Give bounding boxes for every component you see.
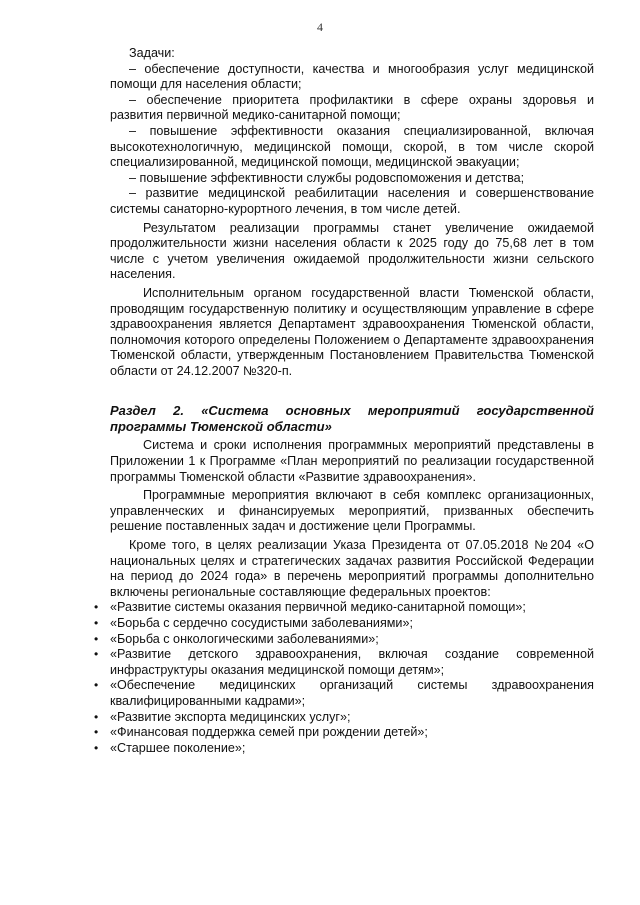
- list-item: [96, 616, 594, 632]
- federal-projects-list: [94, 600, 594, 756]
- bullet-icon: •: [94, 616, 99, 630]
- task-item: – обеспечение приоритета профилактики в сфере охраны здоровья и развития первичной медико-санитарной помощи;: [110, 92, 594, 123]
- section-paragraph: Система и сроки исполнения программных мероприятий представлены в Приложении 1 к Программе «План мероприятий по реализации государственной программы Тюменской области «Развитие здравоохранения».: [110, 438, 594, 484]
- page-number: 4: [317, 20, 323, 34]
- project-name: «Развитие системы оказания первичной медико-санитарной помощи»;: [110, 600, 526, 615]
- list-item: [96, 741, 594, 757]
- bullet-icon: •: [94, 725, 99, 740]
- bullet-icon: •: [94, 600, 99, 615]
- result-paragraph: Результатом реализации программы станет увеличение ожидаемой продолжительности жизни населения области к 2025 году до 75,68 лет в том числе с учетом увеличения ожидаемой продолжительности жизни сельского населения.: [110, 220, 594, 282]
- list-item: [96, 710, 594, 726]
- bullet-icon: •: [94, 740, 99, 755]
- task-item: – развитие медицинской реабилитации населения и совершенствование системы санаторно-курортного лечения, в том числе детей.: [110, 186, 594, 216]
- bullet-icon: •: [94, 678, 99, 693]
- project-name: «Борьба с сердечно сосудистыми заболеваниями»;: [110, 616, 413, 630]
- list-item: [96, 725, 594, 741]
- task-item: – обеспечение доступности, качества и многообразия услуг медицинской помощи для населения области;: [110, 61, 594, 92]
- project-name: «Старшее поколение»;: [110, 740, 246, 755]
- tasks-heading: Задачи:: [129, 46, 175, 60]
- list-item: [96, 678, 594, 709]
- task-item: – повышение эффективности оказания специализированной, включая высокотехнологичную, медицинской помощи, скорой, в том числе скорой специализированной, медицинской помощи, медицинской эвакуации;: [110, 123, 594, 170]
- project-name: «Развитие детского здравоохранения, включая создание современной инфраструктуры оказания медицинской помощи детям»;: [110, 647, 594, 677]
- list-item: [96, 632, 594, 648]
- section-paragraph: Программные мероприятия включают в себя комплекс организационных, управленческих и финансируемых мероприятий, призванных обеспечить решение поставленных задач и достижение цели Программы.: [110, 488, 594, 534]
- project-name: «Обеспечение медицинских организаций системы здравоохранения квалифицированными кадрами»;: [110, 678, 594, 708]
- page-content: [94, 46, 594, 756]
- section-2-heading: Раздел 2. «Система основных мероприятий государственной программы Тюменской области»: [110, 403, 594, 435]
- bullet-icon: •: [94, 647, 99, 662]
- executor-paragraph: Исполнительным органом государственной власти Тюменской области, проводящим государственную политику и осуществляющим управление в сфере здравоохранения является Департамент здравоохранения Тюменской области, полномочия которого определены Положением о Департаменте здравоохранения Тюменской области, утвержденным Постановлением Правительства Тюменской области от 24.12.2007 №320-п.: [110, 285, 594, 378]
- project-name: «Развитие экспорта медицинских услуг»;: [110, 709, 351, 724]
- project-name: «Финансовая поддержка семей при рождении детей»;: [110, 725, 428, 740]
- project-name: «Борьба с онкологическими заболеваниями»;: [110, 631, 379, 646]
- list-item: [96, 647, 594, 678]
- list-item: [96, 600, 594, 616]
- bullet-icon: •: [94, 709, 99, 724]
- task-item: – повышение эффективности службы родовспоможения и детства;: [129, 170, 525, 185]
- section-paragraph: Кроме того, в целях реализации Указа Президента от 07.05.2018 №204 «О национальных целях и стратегических задачах развития Российской Федерации на период до 2024 года» в перечень мероприятий программы дополнительно включены региональные составляющие федеральных проектов:: [110, 538, 594, 599]
- bullet-icon: •: [94, 631, 99, 646]
